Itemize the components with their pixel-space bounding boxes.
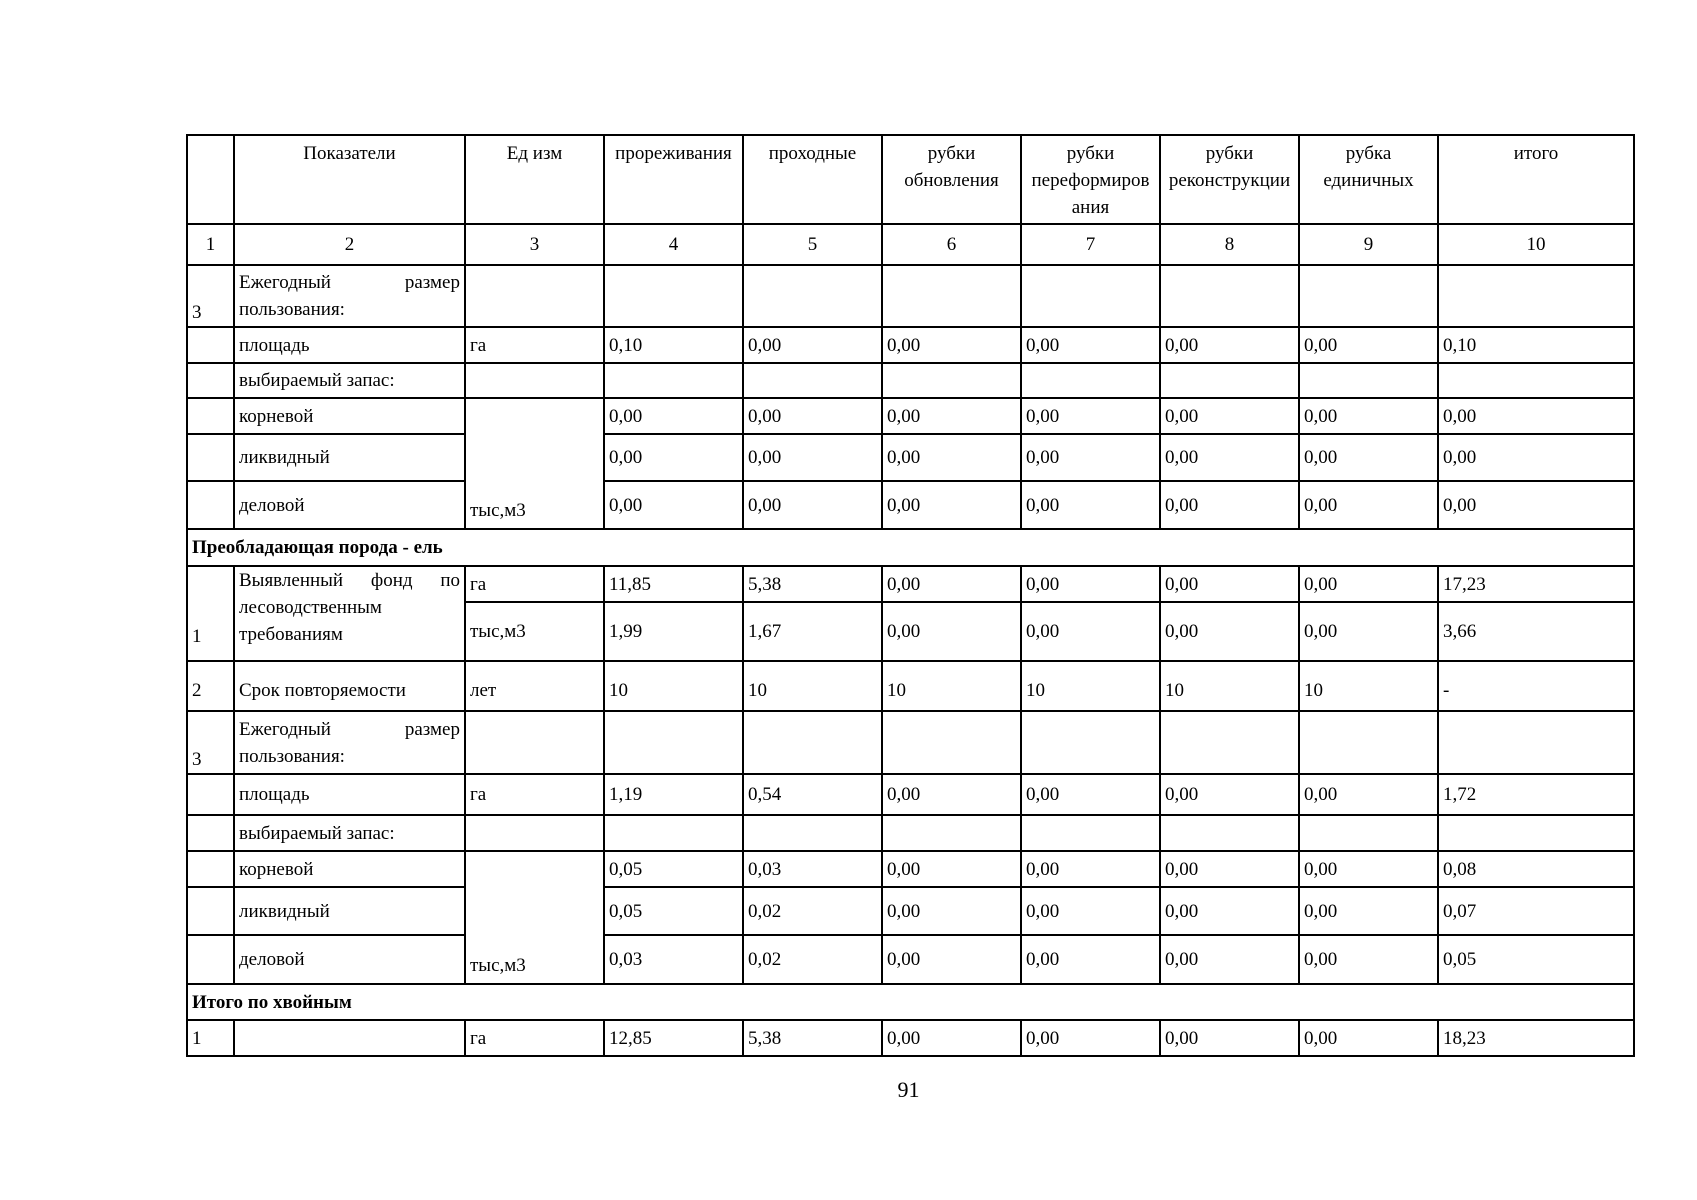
column-number: 2 — [234, 224, 465, 265]
empty-cell — [1021, 265, 1160, 327]
value-cell: 0,00 — [882, 887, 1021, 935]
value-cell: 0,10 — [604, 327, 743, 363]
value-cell: 0,05 — [604, 851, 743, 887]
unit-cell: га — [465, 566, 604, 602]
empty-cell — [187, 774, 234, 815]
value-cell: 0,00 — [882, 851, 1021, 887]
value-cell: 0,00 — [1021, 935, 1160, 984]
value-cell: 0,03 — [743, 851, 882, 887]
empty-cell — [465, 711, 604, 774]
header-cell: рубки переформиров ания — [1021, 135, 1160, 224]
table-row — [187, 1020, 1634, 1056]
value-cell: 0,00 — [1160, 1020, 1299, 1056]
unit-cell: га — [465, 1020, 604, 1056]
value-cell: 0,05 — [604, 887, 743, 935]
table-row — [187, 774, 1634, 815]
value-cell: 0,00 — [1160, 851, 1299, 887]
total-cell: 0,08 — [1438, 851, 1634, 887]
empty-cell — [1299, 265, 1438, 327]
value-cell: 0,00 — [882, 398, 1021, 434]
value-cell: 0,00 — [1021, 774, 1160, 815]
column-number: 10 — [1438, 224, 1634, 265]
table-row — [187, 935, 1634, 984]
value-cell: 0,00 — [604, 481, 743, 529]
value-cell: 0,00 — [882, 935, 1021, 984]
unit-cell: лет — [465, 661, 604, 711]
row-number: 3 — [187, 711, 234, 774]
value-cell: 0,00 — [1299, 327, 1438, 363]
table-header-row — [187, 135, 1634, 224]
section-row — [187, 529, 1634, 566]
empty-cell — [187, 398, 234, 434]
row-label: ликвидный — [234, 887, 465, 935]
empty-cell — [1160, 711, 1299, 774]
row-label: корневой — [234, 398, 465, 434]
value-cell: 0,00 — [1160, 935, 1299, 984]
empty-cell — [187, 815, 234, 851]
value-cell: 0,00 — [1299, 774, 1438, 815]
empty-cell — [1160, 815, 1299, 851]
total-cell: 17,23 — [1438, 566, 1634, 602]
table-row — [187, 327, 1634, 363]
value-cell: 0,00 — [1021, 602, 1160, 661]
value-cell: 0,00 — [1021, 887, 1160, 935]
value-cell: 0,00 — [882, 481, 1021, 529]
total-cell: 0,07 — [1438, 887, 1634, 935]
empty-cell — [187, 327, 234, 363]
column-number: 5 — [743, 224, 882, 265]
total-cell: 0,00 — [1438, 481, 1634, 529]
value-cell: 0,00 — [1299, 566, 1438, 602]
empty-cell — [1299, 363, 1438, 398]
empty-cell — [187, 851, 234, 887]
header-cell: прореживания — [604, 135, 743, 224]
column-number: 6 — [882, 224, 1021, 265]
empty-cell — [743, 815, 882, 851]
value-cell: 0,00 — [882, 434, 1021, 481]
value-cell: 10 — [1299, 661, 1438, 711]
table-row — [187, 661, 1634, 711]
value-cell: 5,38 — [743, 566, 882, 602]
value-cell: 0,00 — [1021, 481, 1160, 529]
row-number: 2 — [187, 661, 234, 711]
row-label: Срок повторяемости — [234, 661, 465, 711]
value-cell: 10 — [1021, 661, 1160, 711]
value-cell: 0,00 — [743, 327, 882, 363]
unit-cell: га — [465, 774, 604, 815]
empty-cell — [743, 711, 882, 774]
empty-cell — [1299, 815, 1438, 851]
value-cell: 0,54 — [743, 774, 882, 815]
empty-cell — [882, 265, 1021, 327]
empty-cell — [1438, 265, 1634, 327]
total-cell: 0,00 — [1438, 398, 1634, 434]
unit-cell: га — [465, 327, 604, 363]
row-label: Ежегодный размер пользования: — [234, 265, 465, 327]
table-row — [187, 887, 1634, 935]
empty-cell — [187, 935, 234, 984]
value-cell: 0,00 — [1160, 566, 1299, 602]
value-cell: 11,85 — [604, 566, 743, 602]
value-cell: 0,00 — [882, 327, 1021, 363]
column-number: 8 — [1160, 224, 1299, 265]
value-cell: 0,00 — [1021, 434, 1160, 481]
header-cell: проходные — [743, 135, 882, 224]
value-cell: 0,00 — [882, 1020, 1021, 1056]
page-number: 91 — [897, 1077, 920, 1102]
value-cell: 0,00 — [882, 602, 1021, 661]
empty-cell — [187, 887, 234, 935]
row-label: ликвидный — [234, 434, 465, 481]
value-cell: 0,00 — [743, 481, 882, 529]
value-cell: 0,00 — [1160, 398, 1299, 434]
empty-cell — [465, 815, 604, 851]
row-label: выбираемый запас: — [234, 363, 465, 398]
table-row — [187, 851, 1634, 887]
total-cell: 0,05 — [1438, 935, 1634, 984]
empty-cell — [743, 363, 882, 398]
empty-cell — [1160, 363, 1299, 398]
table-row — [187, 265, 1634, 327]
value-cell: 0,00 — [1160, 774, 1299, 815]
empty-cell — [465, 363, 604, 398]
row-number: 1 — [187, 1020, 234, 1056]
value-cell: 0,02 — [743, 935, 882, 984]
value-cell: 0,00 — [1160, 327, 1299, 363]
table-row — [187, 711, 1634, 774]
value-cell: 0,00 — [1299, 851, 1438, 887]
row-label: выбираемый запас: — [234, 815, 465, 851]
empty-cell — [1021, 815, 1160, 851]
total-cell: 0,00 — [1438, 434, 1634, 481]
row-label: корневой — [234, 851, 465, 887]
empty-cell — [882, 815, 1021, 851]
total-cell: 1,72 — [1438, 774, 1634, 815]
empty-cell — [1438, 711, 1634, 774]
value-cell: 0,03 — [604, 935, 743, 984]
unit-cell: тыс,м3 — [465, 602, 604, 661]
empty-cell — [604, 265, 743, 327]
table-row — [187, 398, 1634, 434]
value-cell: 0,00 — [1021, 398, 1160, 434]
value-cell: 10 — [743, 661, 882, 711]
total-cell: 3,66 — [1438, 602, 1634, 661]
section-heading: Итого по хвойным — [187, 984, 1634, 1020]
header-cell — [187, 135, 234, 224]
row-number: 3 — [187, 265, 234, 327]
value-cell: 1,19 — [604, 774, 743, 815]
value-cell: 0,00 — [1021, 327, 1160, 363]
table-row — [187, 434, 1634, 481]
total-cell: - — [1438, 661, 1634, 711]
table-row — [187, 363, 1634, 398]
value-cell: 0,00 — [1299, 935, 1438, 984]
value-cell: 10 — [1160, 661, 1299, 711]
value-cell: 10 — [882, 661, 1021, 711]
value-cell: 0,00 — [1299, 1020, 1438, 1056]
column-number: 1 — [187, 224, 234, 265]
column-number-row — [187, 224, 1634, 265]
empty-cell — [187, 434, 234, 481]
value-cell: 10 — [604, 661, 743, 711]
value-cell: 12,85 — [604, 1020, 743, 1056]
value-cell: 0,00 — [1160, 481, 1299, 529]
empty-cell — [743, 265, 882, 327]
total-cell: 0,10 — [1438, 327, 1634, 363]
empty-cell — [882, 711, 1021, 774]
header-cell: рубки обновления — [882, 135, 1021, 224]
value-cell: 0,00 — [1160, 434, 1299, 481]
row-label: деловой — [234, 935, 465, 984]
table-row — [187, 566, 1634, 602]
empty-cell — [1160, 265, 1299, 327]
header-cell: рубки реконструкции — [1160, 135, 1299, 224]
row-label: деловой — [234, 481, 465, 529]
value-cell: 5,38 — [743, 1020, 882, 1056]
value-cell: 0,00 — [1299, 398, 1438, 434]
value-cell: 0,02 — [743, 887, 882, 935]
row-number: 1 — [187, 566, 234, 661]
row-label: Выявленный фонд по лесоводственным требованиям — [234, 566, 465, 661]
value-cell: 0,00 — [1021, 851, 1160, 887]
value-cell: 0,00 — [882, 566, 1021, 602]
value-cell: 0,00 — [743, 434, 882, 481]
row-label: Ежегодный размер пользования: — [234, 711, 465, 774]
empty-cell — [187, 481, 234, 529]
empty-cell — [1299, 711, 1438, 774]
row-label: площадь — [234, 327, 465, 363]
column-number: 9 — [1299, 224, 1438, 265]
column-number: 7 — [1021, 224, 1160, 265]
value-cell: 0,00 — [604, 398, 743, 434]
value-cell: 0,00 — [1299, 887, 1438, 935]
table-row — [187, 481, 1634, 529]
empty-cell — [1438, 363, 1634, 398]
header-cell: Показатели — [234, 135, 465, 224]
row-label: площадь — [234, 774, 465, 815]
row-label — [234, 1020, 465, 1056]
value-cell: 0,00 — [1160, 602, 1299, 661]
header-cell: итого — [1438, 135, 1634, 224]
empty-cell — [465, 265, 604, 327]
column-number: 4 — [604, 224, 743, 265]
value-cell: 0,00 — [1299, 434, 1438, 481]
column-number: 3 — [465, 224, 604, 265]
value-cell: 0,00 — [1160, 887, 1299, 935]
header-cell: рубка единичных — [1299, 135, 1438, 224]
empty-cell — [604, 815, 743, 851]
table-row — [187, 815, 1634, 851]
value-cell: 0,00 — [604, 434, 743, 481]
value-cell: 1,67 — [743, 602, 882, 661]
empty-cell — [882, 363, 1021, 398]
empty-cell — [1021, 363, 1160, 398]
value-cell: 0,00 — [1021, 1020, 1160, 1056]
empty-cell — [1021, 711, 1160, 774]
empty-cell — [604, 363, 743, 398]
empty-cell — [187, 363, 234, 398]
unit-cell: тыс,м3 — [465, 398, 604, 529]
forest-use-table — [186, 134, 1635, 1057]
value-cell: 1,99 — [604, 602, 743, 661]
value-cell: 0,00 — [1021, 566, 1160, 602]
empty-cell — [604, 711, 743, 774]
section-heading: Преобладающая порода - ель — [187, 529, 1634, 566]
value-cell: 0,00 — [743, 398, 882, 434]
section-row — [187, 984, 1634, 1020]
value-cell: 0,00 — [882, 774, 1021, 815]
header-cell: Ед изм — [465, 135, 604, 224]
unit-cell: тыс,м3 — [465, 851, 604, 984]
empty-cell — [1438, 815, 1634, 851]
value-cell: 0,00 — [1299, 481, 1438, 529]
value-cell: 0,00 — [1299, 602, 1438, 661]
total-cell: 18,23 — [1438, 1020, 1634, 1056]
